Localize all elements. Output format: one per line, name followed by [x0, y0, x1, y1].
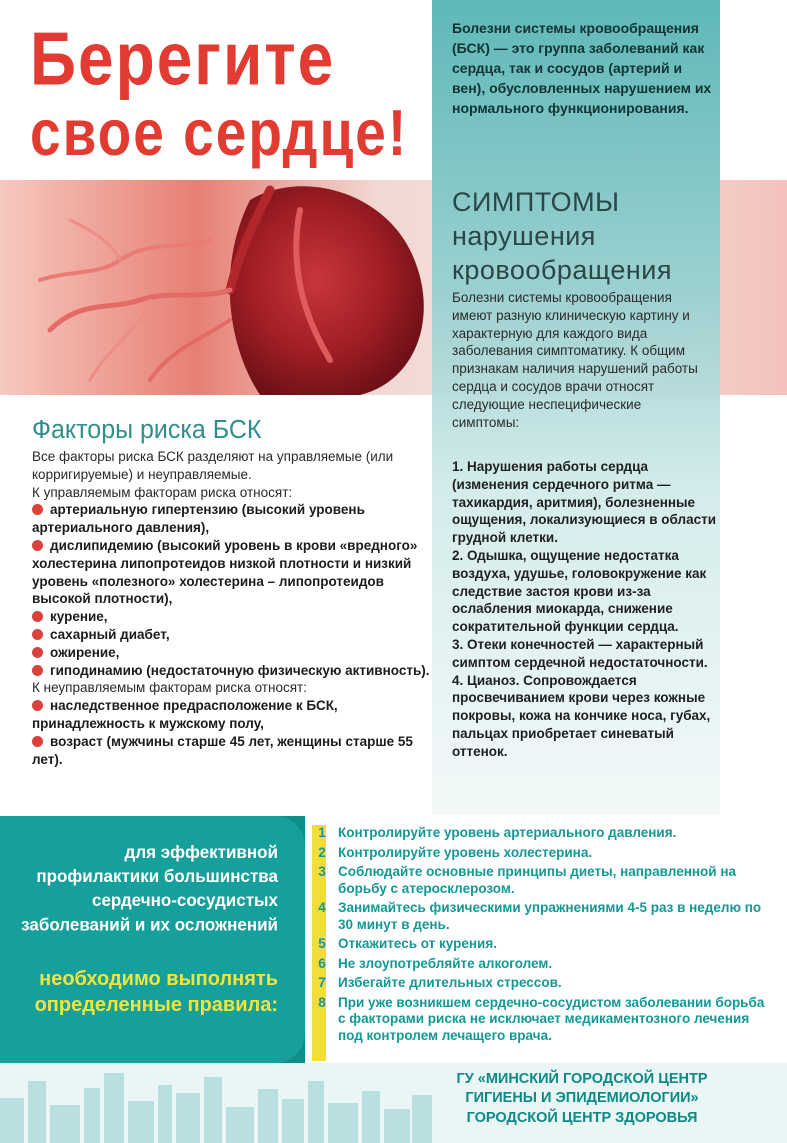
title-line-2: свое сердце!: [30, 96, 409, 170]
risk-item: гиподинамию (недостаточную физическую активность).: [32, 662, 432, 680]
bullet-icon: [32, 540, 43, 551]
risk-item: наследственное предрасположение к БСК, принадлежность к мужскому полу,: [32, 698, 338, 731]
symptom-item: 3. Отеки конечностей — характерный симптом сердечной недостаточности.: [452, 636, 708, 670]
rule-item: 6 Не злоупотребляйте алкоголем.: [318, 955, 553, 971]
title-line-1: Берегите: [30, 16, 336, 102]
bullet-icon: [32, 700, 43, 711]
risk-item: сахарный диабет,: [32, 626, 432, 644]
bullet-icon: [32, 736, 43, 747]
banner-text: для эффективной профилактики большинства сердечно-сосудистых заболеваний и их осложнений: [21, 842, 278, 935]
rule-item: 5 Откажитесь от курения.: [318, 936, 497, 951]
rule-item: 3 Соблюдайте основные принципы диеты, направленной на борьбу с атеросклерозом.: [318, 864, 736, 896]
rule-item: 1 Контролируйте уровень артериального давления.: [318, 825, 677, 840]
symptom-item: 1. Нарушения работы сердца (изменения сердечного ритма — тахикардия, аритмия), болезненные ощущения, локализующиеся в области грудной клетки.: [452, 459, 717, 546]
health-center-name: ГОРОДСКОЙ ЦЕНТР ЗДОРОВЬЯ: [466, 1110, 698, 1126]
risk-factors-block: [32, 448, 432, 768]
rule-item: 7 Избегайте длительных стрессов.: [318, 975, 562, 990]
risk-item: возраст (мужчины старше 45 лет, женщины старше 55 лет).: [32, 733, 413, 767]
risk-item: дислипидемию (высокий уровень в крови «вредного» холестерина липопротеидов низкой плотности и низкий уровень «полезного» холестерина – липопротеидов высокой плотности),: [32, 537, 418, 607]
controllable-label: К управляемым факторам риска относят:: [32, 484, 293, 500]
risk-item: курение,: [32, 608, 432, 626]
risk-item: ожирение,: [32, 644, 432, 662]
risk-item: артериальную гипертензию (высокий уровень артериального давления),: [32, 502, 365, 536]
symptoms-list: [452, 458, 722, 761]
bullet-icon: [32, 665, 43, 676]
definition-text: Болезни системы кровообращения (БСК) — это группа заболеваний как сердца, так и сосудов (артерий и вен), обусловленных нарушением их нормального функционирования.: [452, 20, 712, 116]
symptom-item: 4. Цианоз. Сопровождается просвечиванием крови через кожные покровы, кожа на кончике носа, губах, пальцах приобретает синеватый оттенок.: [452, 672, 711, 759]
symptoms-intro: Болезни системы кровообращения имеют разную клиническую картину и характерную для каждого вида заболевания симптоматику. К общим признакам наличия нарушений работы сердца и сосудов врачи относят следующие неспецифические симптомы:: [452, 290, 698, 430]
uncontrollable-label: К неуправляемым факторам риска относят:: [32, 680, 307, 696]
bullet-icon: [32, 647, 43, 658]
rule-item: 4 Занимайтесь физическими упражнениями 4-5 раз в неделю по 30 минут в день.: [318, 900, 762, 932]
rules-list: [316, 825, 766, 1047]
risk-heading: Факторы риска БСК: [32, 415, 262, 445]
rule-item: 2 Контролируйте уровень холестерина.: [318, 844, 593, 860]
city-skyline-icon: [0, 1063, 432, 1143]
bullet-icon: [32, 611, 43, 622]
bullet-icon: [32, 504, 43, 515]
banner-rules-label: необходимо выполнять определенные правила:: [34, 968, 278, 1016]
symptoms-heading: СИМПТОМЫ нарушения кровообращения: [452, 187, 672, 285]
organization-name: ГУ «МИНСКИЙ ГОРОДСКОЙ ЦЕНТР ГИГИЕНЫ И ЭПИДЕМИОЛОГИИ»: [456, 1071, 708, 1106]
heart-illustration: [0, 180, 432, 395]
bullet-icon: [32, 629, 43, 640]
symptom-item: 2. Одышка, ощущение недостатка воздуха, удушье, головокружение как следствие застоя крови из-за ослабления миокарда, снижение сократительной функции сердца.: [452, 547, 707, 635]
risk-intro: Все факторы риска БСК разделяют на управляемые (или корригируемые) и неуправляемые.: [32, 449, 394, 482]
rule-item: 8 При уже возникшем сердечно-сосудистом заболевании борьба с факторами риска не исключает медикаментозного лечения под контролем лечащего врача.: [318, 994, 765, 1043]
